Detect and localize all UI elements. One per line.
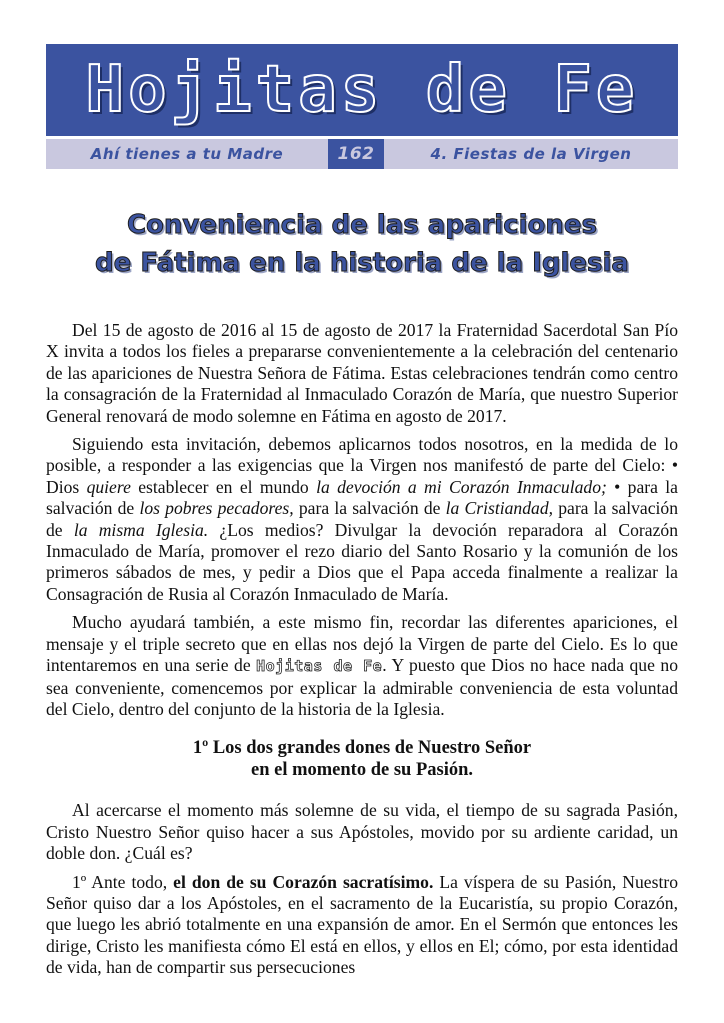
- section-label: 4. Fiestas de la Virgen: [384, 139, 678, 169]
- text: Siguiendo esta invitación, debemos aplicarnos todos nosotros, en la medida de lo posible, a responder a las exigencias que la Virgen nos manifestó de parte del Cielo: • Dios: [46, 434, 678, 497]
- text: . Y puesto que Dios no hace nada que no sea conveniente, comencemos por explicar la admirable conveniencia de esta voluntad del Cielo, dentro del conjunto de la historia de la Iglesia.: [46, 655, 678, 719]
- masthead: [46, 44, 678, 169]
- section-heading: [46, 737, 678, 781]
- strong-text: el don de su Corazón sacratísimo.: [173, 871, 434, 892]
- text: establecer en el mundo: [130, 476, 317, 497]
- text: para la salvación de: [293, 498, 446, 519]
- paragraph-3: [46, 612, 678, 720]
- paragraph-1: Del 15 de agosto de 2016 al 15 de agosto de 2017 la Fraternidad Sacerdotal San Pío X invita a todos los fieles a prepararse convenientemente a la celebración del centenario de las apariciones de Nuestra Señora de Fátima. Estas celebraciones tendrán como centro la consagración de la Fraternidad al Inmaculado Corazón de María, que nuestro Superior General renovará de modo solemne en Fátima en agosto de 2017.: [46, 320, 678, 426]
- text: 1º Ante todo,: [72, 871, 174, 892]
- emphasis: la devoción a mi Corazón Inmaculado;: [316, 476, 607, 497]
- text: ¿Los medios? Divulgar la devoción reparadora al Corazón Inmaculado de María, promover el rezo diario del Santo Rosario y la comunión de los primeros sábados de mes, y pedir a Dios que el Papa acceda finalmente a realizar la Consagración de Rusia al Corazón Inmaculado de María.: [46, 519, 678, 604]
- paragraph-5: [46, 872, 678, 979]
- emphasis: la Cristiandad,: [445, 498, 554, 519]
- masthead-bar: [46, 136, 678, 169]
- text: Mucho ayudará también, a este mismo fin, recordar las diferentes apariciones, el mensaje y el triple secreto que en ellas nos dejó la Virgen de parte del Cielo. Es lo que intentaremos en una serie de: [46, 612, 678, 676]
- series-label: Ahí tienes a tu Madre: [46, 139, 328, 169]
- paragraph-4: Al acercarse el momento más solemne de su vida, el tiempo de su sagrada Pasión, Cristo Nuestro Señor quiso hacer a sus Apóstoles, movido por su ardiente caridad, un doble don. ¿Cuál es?: [46, 800, 678, 864]
- emphasis: la misma Iglesia.: [73, 519, 209, 540]
- section-heading-line-1: 1º Los dos grandes dones de Nuestro Señor: [192, 738, 532, 759]
- paragraph-2: [46, 434, 678, 605]
- article-body: [46, 320, 678, 986]
- issue-number: 162: [328, 139, 384, 169]
- emphasis: los pobres pecadores,: [139, 498, 294, 519]
- text: • para la salvación de: [46, 476, 678, 519]
- publication-title: Hojitas de Fe: [85, 53, 639, 127]
- brand-name: Hojitas de Fe: [256, 657, 383, 676]
- text: La víspera de su Pasión, Nuestro Señor quiso dar a los Apóstoles, en el sacramento de la Eucaristía, su propio Corazón, que luego les abrió totalmente en una expansión de amor. En el Sermón que entonces les dirige, Cristo les manifiesta cómo El está en ellos, y ellos en El; cómo, por esta identidad de vida, han de compartir sus persecuciones: [46, 871, 678, 978]
- article-title-line-1: Conveniencia de las apariciones: [126, 210, 598, 240]
- section-heading-line-2: en el momento de su Pasión.: [251, 760, 473, 781]
- article-title: [46, 206, 678, 282]
- emphasis: quiere: [86, 476, 131, 497]
- article-title-line-2: de Fátima en la historia de la Iglesia: [95, 248, 629, 278]
- text: para la salvación de: [46, 498, 679, 540]
- masthead-band: [46, 44, 678, 136]
